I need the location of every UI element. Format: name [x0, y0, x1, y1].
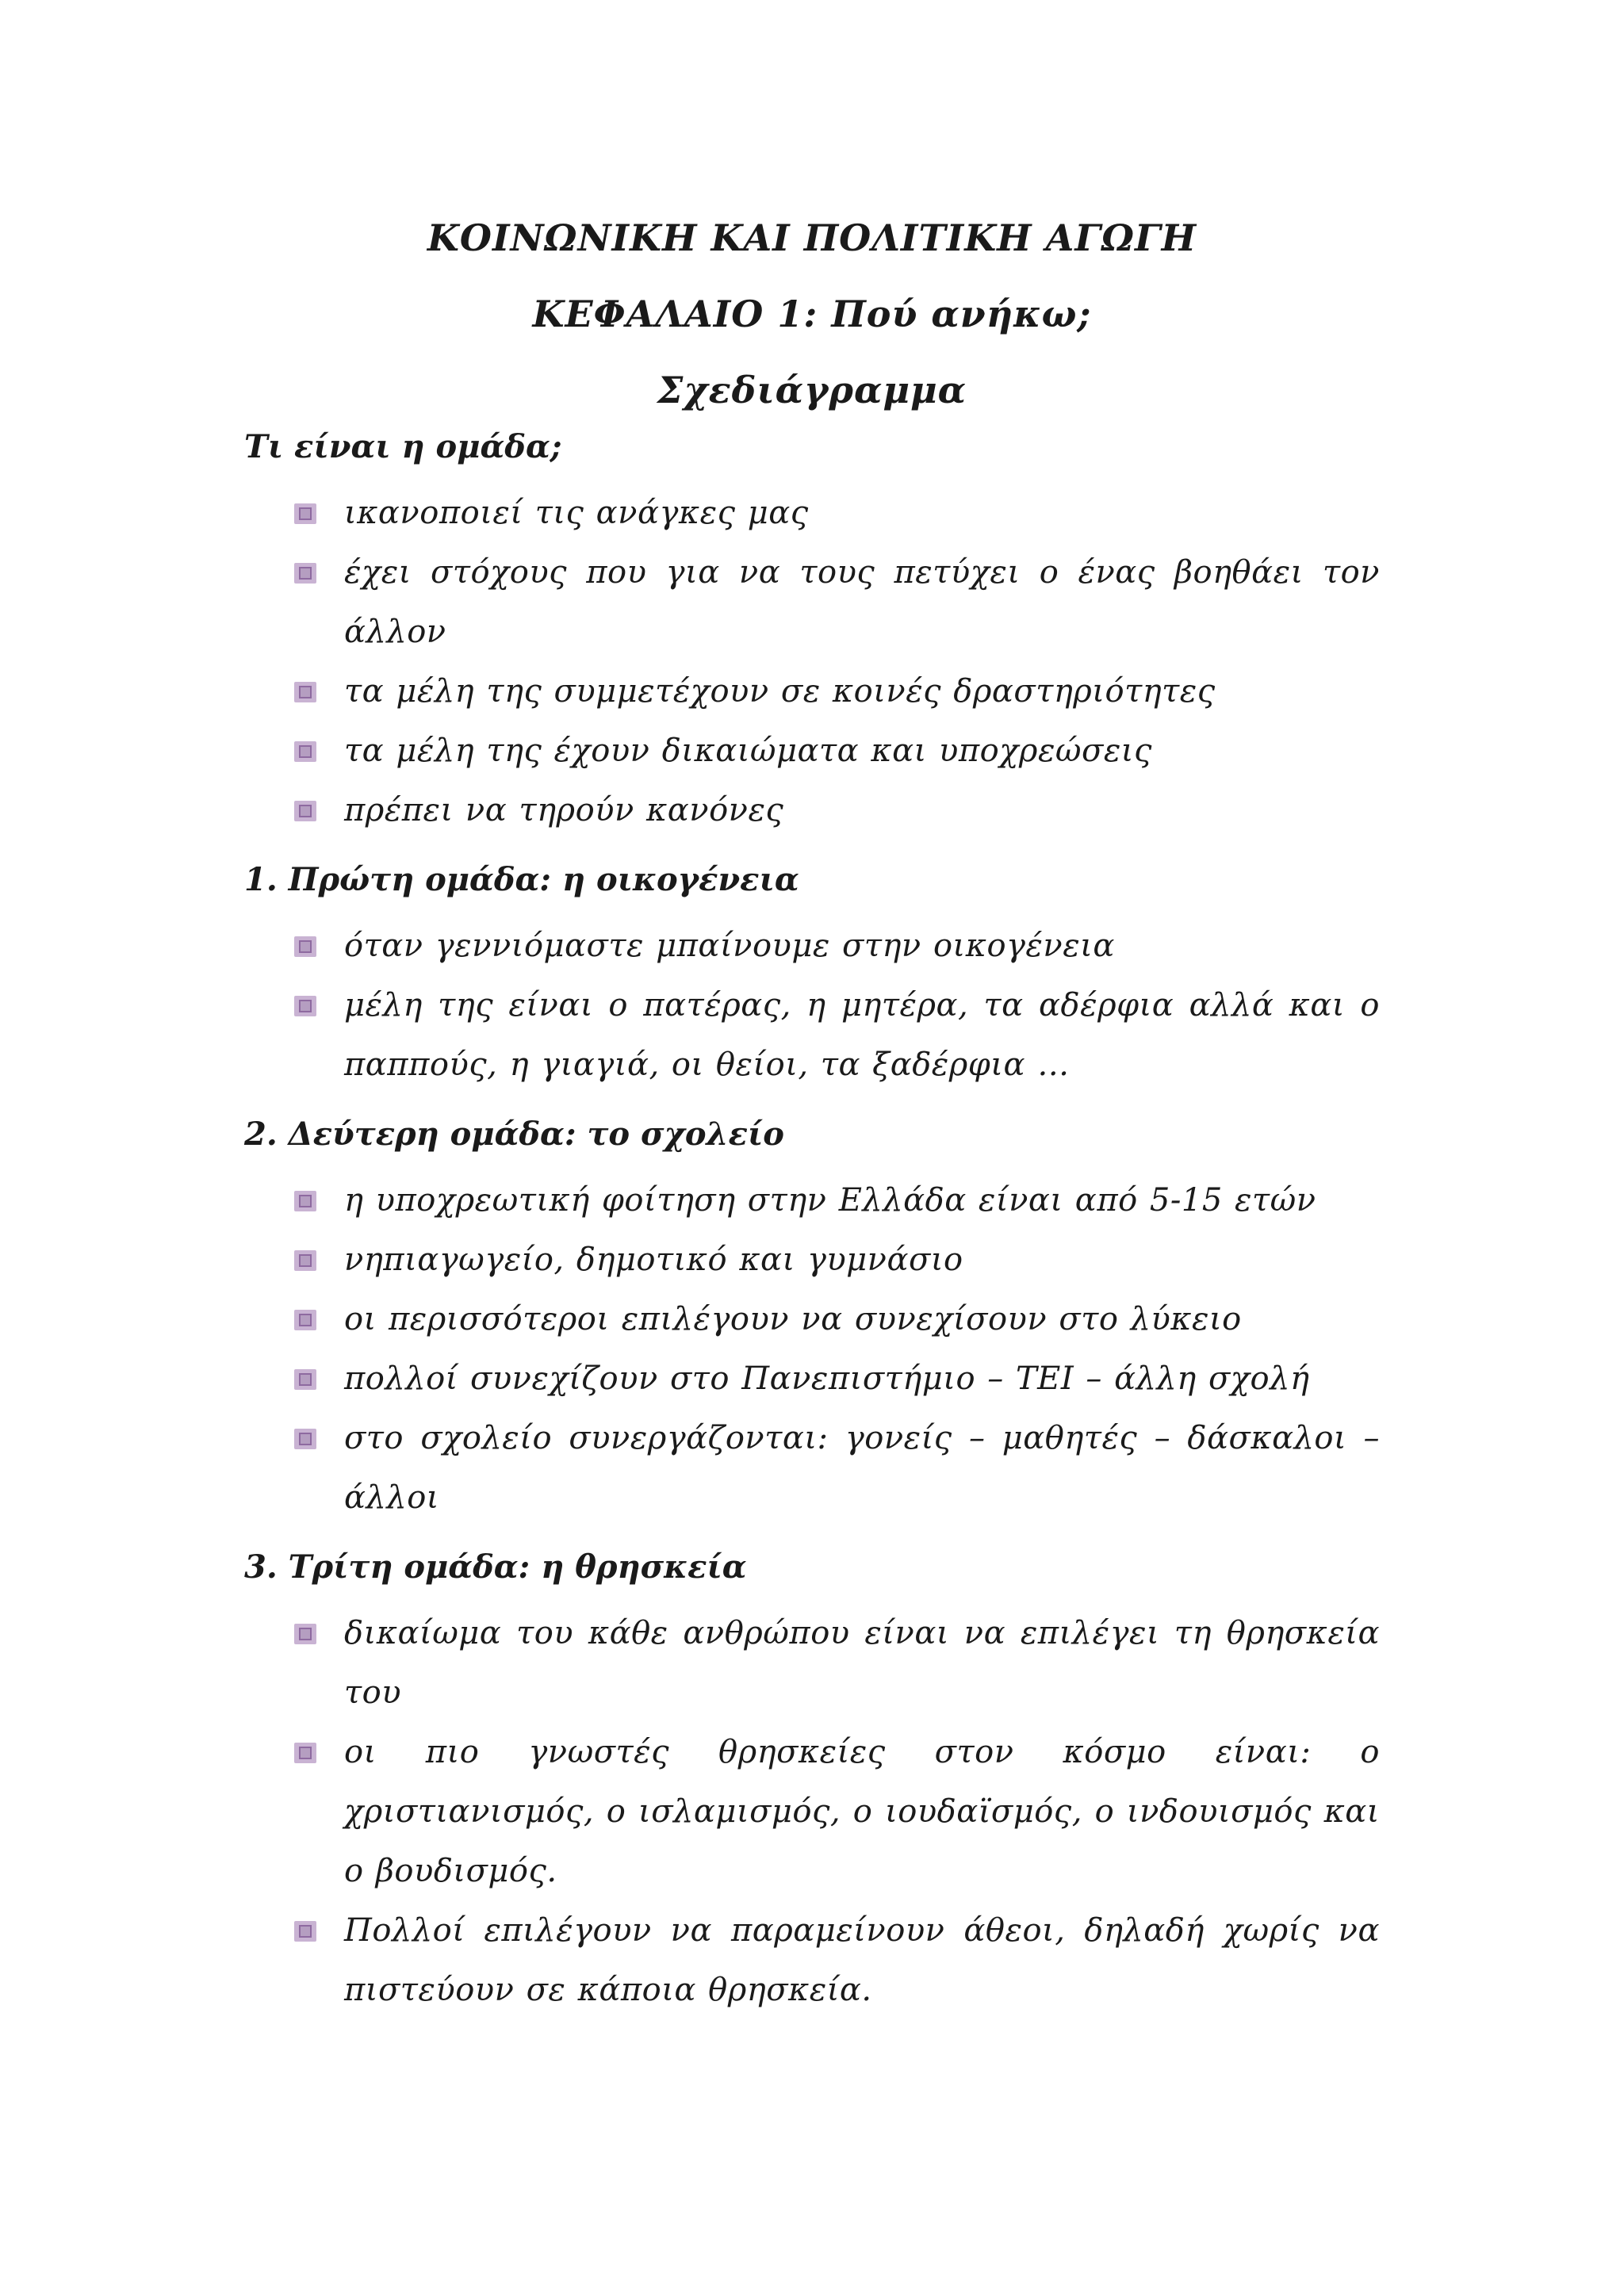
bullet-list	[244, 916, 1380, 1095]
list-item	[293, 1604, 1380, 1723]
book-icon	[293, 503, 317, 525]
list-item	[293, 1290, 1380, 1349]
list-item	[293, 1901, 1380, 2020]
book-icon	[293, 740, 317, 763]
book-icon	[293, 562, 317, 584]
list-item-text: οι περισσότεροι επιλέγουν να συνεχίσουν στο λύκειο	[344, 1301, 1242, 1337]
list-item	[293, 1349, 1380, 1409]
list-item-text: τα μέλη της συμμετέχουν σε κοινές δραστηριότητες	[344, 673, 1216, 710]
list-item	[293, 916, 1380, 976]
bullet-list	[244, 484, 1380, 840]
list-item-text: οι πιο γνωστές θρησκείες στον κόσμο είναι: ο χριστιανισμός, ο ισλαμισμός, ο ιουδαϊσμός, ο ινδουισμός και ο βουδισμός.	[344, 1734, 1380, 1889]
list-item	[293, 1409, 1380, 1528]
list-item	[293, 1723, 1380, 1901]
list-item	[293, 484, 1380, 543]
list-item	[293, 976, 1380, 1095]
document-title: ΚΟΙΝΩΝΙΚΗ ΚΑΙ ΠΟΛΙΤΙΚΗ ΑΓΩΓΗ	[427, 216, 1197, 259]
outline-content	[244, 425, 1380, 2038]
section-heading: 2. Δεύτερη ομάδα: το σχολείο	[244, 1115, 784, 1153]
list-item-text: στο σχολείο συνεργάζονται: γονείς – μαθητές – δάσκαλοι – άλλοι	[344, 1420, 1380, 1516]
list-item	[293, 1230, 1380, 1290]
list-item	[293, 662, 1380, 721]
book-icon	[293, 681, 317, 703]
section-heading: 1. Πρώτη ομάδα: η οικογένεια	[244, 861, 799, 898]
outline-title: Σχεδιάγραμμα	[657, 369, 967, 411]
list-item-text: ικανοποιεί τις ανάγκες μας	[344, 495, 809, 531]
book-icon	[293, 1190, 317, 1212]
book-icon	[293, 800, 317, 822]
book-icon	[293, 1309, 317, 1331]
bullet-list	[244, 1171, 1380, 1528]
list-item-text: όταν γεννιόμαστε μπαίνουμε στην οικογένεια	[344, 928, 1115, 964]
list-item	[293, 721, 1380, 781]
list-item-text: μέλη της είναι ο πατέρας, η μητέρα, τα αδέρφια αλλά και ο παππούς, η γιαγιά, οι θείοι, τα ξαδέρφια …	[344, 987, 1380, 1083]
book-icon	[293, 995, 317, 1017]
list-item-text: πρέπει να τηρούν κανόνες	[344, 792, 784, 828]
book-icon	[293, 1249, 317, 1272]
book-icon	[293, 1623, 317, 1645]
list-item	[293, 781, 1380, 840]
list-item-text: δικαίωμα του κάθε ανθρώπου είναι να επιλέγει τη θρησκεία του	[344, 1615, 1380, 1711]
book-icon	[293, 1742, 317, 1764]
book-icon	[293, 1920, 317, 1942]
list-item-text: τα μέλη της έχουν δικαιώματα και υποχρεώσεις	[344, 733, 1152, 769]
book-icon	[293, 1368, 317, 1391]
section-heading: 3. Τρίτη ομάδα: η θρησκεία	[244, 1548, 747, 1586]
chapter-title: ΚΕΦΑΛΑΙΟ 1: Πού ανήκω;	[532, 293, 1092, 335]
list-item-text: έχει στόχους που για να τους πετύχει ο ένας βοηθάει τον άλλον	[344, 554, 1380, 650]
list-item-text: πολλοί συνεχίζουν στο Πανεπιστήμιο – ΤΕΙ – άλλη σχολή	[344, 1360, 1310, 1397]
title-block	[0, 200, 1624, 428]
book-icon	[293, 1428, 317, 1450]
list-item	[293, 543, 1380, 662]
section-heading: Τι είναι η ομάδα;	[244, 428, 562, 465]
list-item-text: νηπιαγωγείο, δημοτικό και γυμνάσιο	[344, 1242, 963, 1278]
list-item-text: Πολλοί επιλέγουν να παραμείνουν άθεοι, δηλαδή χωρίς να πιστεύουν σε κάποια θρησκεία.	[344, 1912, 1380, 2008]
bullet-list	[244, 1604, 1380, 2020]
book-icon	[293, 936, 317, 958]
list-item	[293, 1171, 1380, 1230]
list-item-text: η υποχρεωτική φοίτηση στην Ελλάδα είναι από 5-15 ετών	[344, 1182, 1316, 1219]
